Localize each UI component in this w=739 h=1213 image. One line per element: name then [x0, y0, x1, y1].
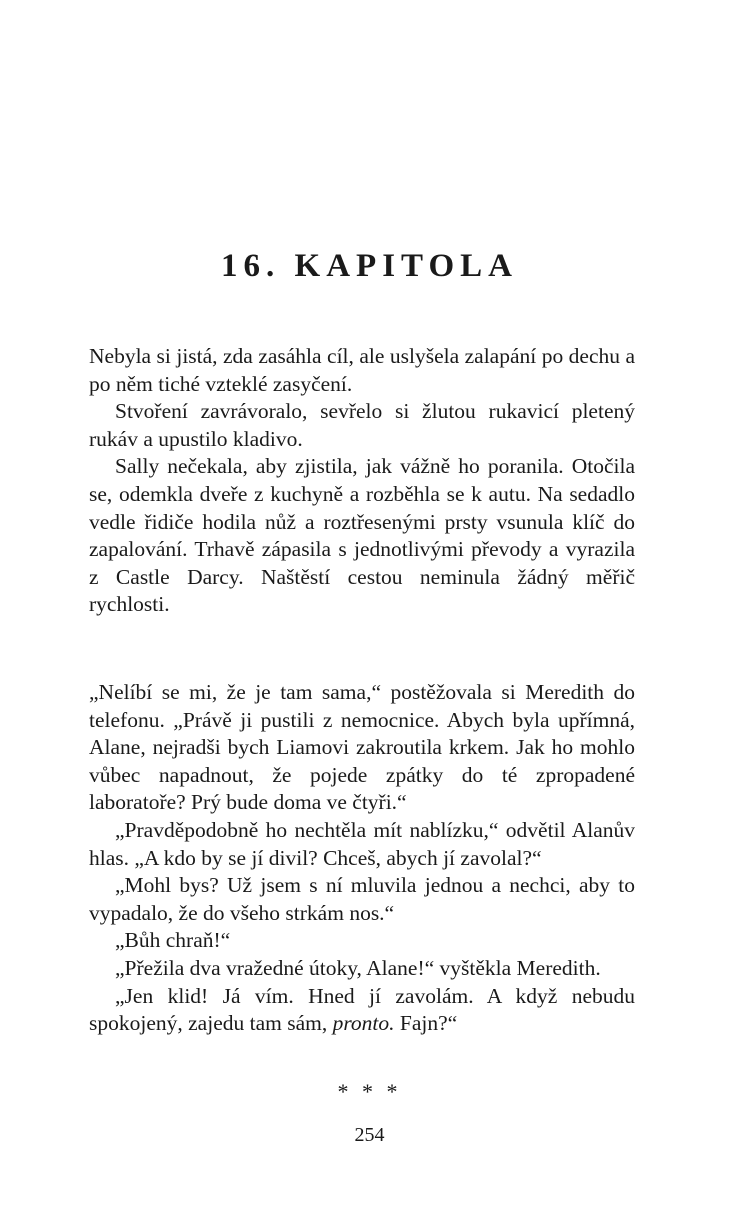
chapter-title: 16. KAPITOLA [221, 248, 518, 284]
paragraph-last [89, 983, 635, 1038]
paragraph: „Přežila dva vražedné útoky, Alane!“ vyštěkla Meredith. [115, 955, 601, 980]
italic-word: pronto. [332, 1011, 395, 1036]
section-2 [89, 679, 635, 1038]
paragraph: Sally nečekala, aby zjistila, jak vážně ho poranila. Otočila se, odemkla dveře z kuchyně a rozběhla se k autu. Na sedadlo vedle řidiče hodila nůž a roztřesenými prsty vsunula klíč do zapalování. Trhavě zápasila s jednotlivými převody a vyrazila z Castle Darcy. Naštěstí cestou neminula žádný měřič rychlosti. [89, 454, 635, 617]
paragraph-text: „Jen klid! Já vím. Hned jí zavolám. A když nebudu spokojený, zajedu tam sám, [89, 983, 635, 1036]
section-1 [89, 343, 635, 619]
paragraph: „Pravděpodobně ho nechtěla mít nablízku,“ odvětil Alanův hlas. „A kdo by se jí divil? Chceš, abych jí zavolal?“ [89, 817, 635, 870]
paragraph-text: Fajn?“ [394, 1011, 458, 1036]
paragraph: „Nelíbí se mi, že je tam sama,“ postěžovala si Meredith do telefonu. „Právě ji pustili z nemocnice. Abych byla upřímná, Alane, nejradši bych Liamovi zakroutila krkem. Jak ho mohlo vůbec napadnout, že pojede zpátky do té zpropadené laboratoře? Prý bude doma ve čtyři.“ [89, 680, 635, 815]
paragraph: Stvoření zavrávoralo, sevřelo si žlutou rukavicí pletený rukáv a upustilo kladivo. [89, 399, 635, 451]
page-number: 254 [354, 1124, 385, 1146]
paragraph: „Bůh chraň!“ [115, 928, 231, 953]
scene-separator: * * * [337, 1079, 402, 1104]
paragraph: Nebyla si jistá, zda zasáhla cíl, ale uslyšela zalapání po dechu a po něm tiché vzteklé zasyčení. [89, 344, 635, 396]
paragraph: „Mohl bys? Už jsem s ní mluvila jednou a nechci, aby to vypadalo, že do všeho strkám nos.“ [89, 873, 635, 925]
